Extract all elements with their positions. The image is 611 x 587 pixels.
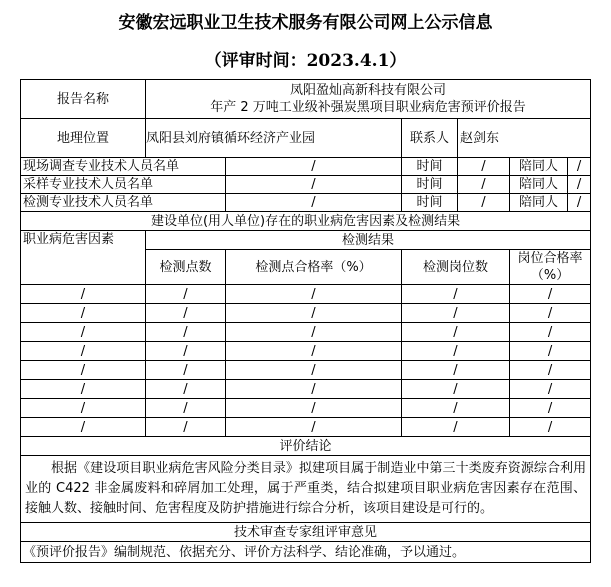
cell: / xyxy=(21,304,146,323)
cell: / xyxy=(510,380,591,399)
disclosure-table xyxy=(20,79,591,563)
time-value: / xyxy=(458,194,510,212)
cell: / xyxy=(21,342,146,361)
staff-label: 采样专业技术人员名单 xyxy=(21,176,226,194)
contact-label: 联系人 xyxy=(402,119,458,158)
cell: / xyxy=(146,323,226,342)
cell: / xyxy=(226,342,402,361)
company-name: 凤阳盈灿高新科技有限公司 xyxy=(290,83,447,98)
accompany-label: 陪同人 xyxy=(510,176,568,194)
accompany-value: / xyxy=(568,176,591,194)
cell: / xyxy=(510,361,591,380)
accompany-value: / xyxy=(568,158,591,176)
table-row xyxy=(21,380,591,399)
report-name-label: 报告名称 xyxy=(21,80,146,119)
time-label: 时间 xyxy=(402,176,458,194)
cell: / xyxy=(146,285,226,304)
column-header: 检测点合格率（%） xyxy=(226,250,402,285)
cell: / xyxy=(226,399,402,418)
cell: / xyxy=(146,380,226,399)
table-row xyxy=(21,399,591,418)
staff-names: / xyxy=(226,176,402,194)
contact-value: 赵剑东 xyxy=(458,119,591,158)
expert-text: 《预评价报告》编制规范、依据充分、评价方法科学、结论准确，予以通过。 xyxy=(21,542,591,563)
table-row xyxy=(21,323,591,342)
cell: / xyxy=(146,304,226,323)
cell: / xyxy=(226,285,402,304)
page-title: 安徽宏远职业卫生技术服务有限公司网上公示信息 xyxy=(118,13,493,33)
cell: / xyxy=(21,380,146,399)
review-time: （评审时间：2023.4.1） xyxy=(204,51,407,71)
cell: / xyxy=(510,323,591,342)
cell: / xyxy=(146,418,226,437)
staff-label: 现场调查专业技术人员名单 xyxy=(21,158,226,176)
cell: / xyxy=(510,399,591,418)
column-header: 检测点数 xyxy=(146,250,226,285)
cell: / xyxy=(510,285,591,304)
cell: / xyxy=(146,399,226,418)
location-value: 凤阳县刘府镇循环经济产业园 xyxy=(146,119,402,158)
cell: / xyxy=(402,399,510,418)
cell: / xyxy=(510,418,591,437)
conclusion-title: 评价结论 xyxy=(21,437,591,456)
column-header: 岗位合格率（%） xyxy=(510,250,591,285)
cell: / xyxy=(402,285,510,304)
table-row xyxy=(21,342,591,361)
cell: / xyxy=(146,361,226,380)
time-label: 时间 xyxy=(402,194,458,212)
project-name: 年产 2 万吨工业级补强炭黑项目职业病危害预评价报告 xyxy=(210,100,526,115)
cell: / xyxy=(402,342,510,361)
staff-row xyxy=(21,194,591,212)
cell: / xyxy=(21,285,146,304)
cell: / xyxy=(21,399,146,418)
hazards-section-title: 建设单位(用人单位)存在的职业病危害因素及检测结果 xyxy=(21,212,591,231)
accompany-value: / xyxy=(568,194,591,212)
expert-title: 技术审查专家组评审意见 xyxy=(21,523,591,542)
cell: / xyxy=(510,304,591,323)
conclusion-text: 根据《建设项目职业病危害风险分类目录》拟建项目属于制造业中第三十类废弃资源综合利用业的 C422 非金属废料和碎屑加工处理，属于严重类，结合拟建项目职业病危害因素存在范围、接触人数、接触时间、危害程度及防护措施进行综合分析，该项目建设是可行的。 xyxy=(21,456,591,523)
cell: / xyxy=(21,323,146,342)
location-label: 地理位置 xyxy=(21,119,146,158)
cell: / xyxy=(226,323,402,342)
cell: / xyxy=(226,380,402,399)
cell: / xyxy=(510,342,591,361)
staff-label: 检测专业技术人员名单 xyxy=(21,194,226,212)
time-label: 时间 xyxy=(402,158,458,176)
report-name-value xyxy=(146,80,591,119)
cell: / xyxy=(402,323,510,342)
cell: / xyxy=(21,361,146,380)
cell: / xyxy=(402,418,510,437)
staff-names: / xyxy=(226,194,402,212)
table-row xyxy=(21,361,591,380)
table-row xyxy=(21,304,591,323)
cell: / xyxy=(402,380,510,399)
cell: / xyxy=(226,304,402,323)
cell: / xyxy=(146,342,226,361)
cell: / xyxy=(226,418,402,437)
factor-header: 职业病危害因素 xyxy=(21,231,146,285)
staff-names: / xyxy=(226,158,402,176)
cell: / xyxy=(402,361,510,380)
table-row xyxy=(21,285,591,304)
table-row xyxy=(21,418,591,437)
column-header: 检测岗位数 xyxy=(402,250,510,285)
accompany-label: 陪同人 xyxy=(510,194,568,212)
staff-row xyxy=(21,176,591,194)
cell: / xyxy=(402,304,510,323)
cell: / xyxy=(226,361,402,380)
accompany-label: 陪同人 xyxy=(510,158,568,176)
time-value: / xyxy=(458,176,510,194)
time-value: / xyxy=(458,158,510,176)
results-header: 检测结果 xyxy=(146,231,591,250)
cell: / xyxy=(21,418,146,437)
staff-row xyxy=(21,158,591,176)
